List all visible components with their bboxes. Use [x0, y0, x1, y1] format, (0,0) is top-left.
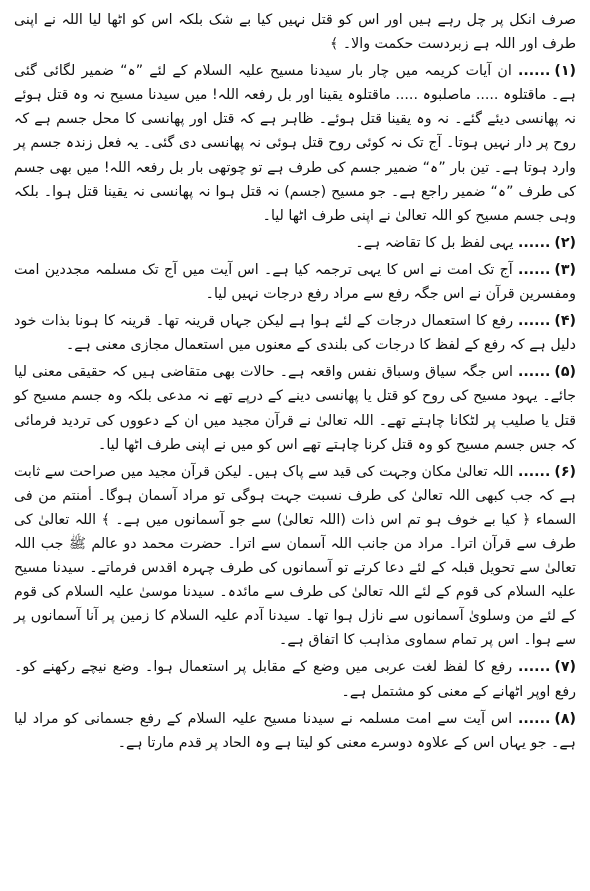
numbered-paragraph-4 [14, 309, 576, 357]
paragraph-text: آج تک امت نے اس کا یہی ترجمہ کیا ہے۔ اس آیت میں آج تک مسلمہ مجددین امت ومفسرین قرآن نے اس جگہ رفع سے مراد رفع درجات نہیں لیا۔ [14, 261, 576, 303]
paragraph-number: (۲) [554, 234, 576, 251]
paragraph-number: (۱) [554, 63, 576, 80]
paragraph-text: اس جگہ سیاق وسباق نفس واقعہ ہے۔ حالات بھی متقاضی ہیں کہ حقیقی معنی لیا جائے۔ یہود مسیح کی روح کو قتل یا پھانسی دینے کے درپے تھے نہ مدعی بلکہ وہ جسم مسیح کو قتل یا صلیب پر لٹکانا چاہتے تھے۔ اللہ تعالیٰ نے قرآن مجید میں ان کے دعووں کی تردید فرمائی کہ جس جسم مسیح کو وہ قتل کرنا چاہتے تھے اس کو میں نے اپنی طرف اٹھا لیا۔ [14, 364, 576, 453]
paragraph-leader: ...... [518, 234, 551, 251]
paragraph-number: (۷) [554, 659, 576, 676]
numbered-paragraph-5 [14, 360, 576, 456]
numbered-paragraph-6 [14, 460, 576, 653]
urdu-page [14, 8, 576, 884]
paragraph-number: (۸) [554, 710, 576, 727]
paragraph-text: رفع کا لفظ لغت عربی میں وضع کے مقابل پر استعمال ہوا۔ وضع نیچے رکھنے کو۔ رفع اوپر اٹھانے کے معنی کو مشتمل ہے۔ [14, 659, 576, 700]
paragraph-leader: ...... [518, 659, 551, 676]
paragraph-leader: ...... [518, 63, 551, 80]
intro-text: صرف انکل پر چل رہے ہیں اور اس کو قتل نہیں کیا بے شک بلکہ اس کو اٹھا لیا اللہ نے اپنی طرف اور اللہ ہے زبردست حکمت والا۔ ﴾ [14, 12, 576, 53]
paragraph-leader: ...... [518, 463, 551, 480]
paragraph-leader: ...... [518, 364, 551, 381]
paragraph-leader: ...... [518, 313, 551, 330]
paragraph-text: ان آیات کریمہ میں چار بار سیدنا مسیح علیہ السلام کے لئے ”ہ“ ضمیر لگائی گئی ہے۔ ماقتلوہ ..... ماصلبوہ ..... ماقتلوہ یقینا اور بل رفعہ اللہ! میں سیدنا مسیح نہ وہ قتل ہوئے نہ پھانسی دیئے گئے۔ نہ وہ یقینا قتل ہوئے۔ ظاہر ہے کہ قتل اور پھانسی کا محل جسم ہے کہ روح پر دار نہیں ہوتا۔ آج تک نہ کوئی روح قتل ہوئی نہ پھانسی دی گئی۔ یہ فعل زندہ جسم پر وارد ہوتا ہے۔ تین بار ”ہ“ ضمیر جسم کی طرف ہے تو چوتھی بار بل رفعہ اللہ! میں بھی جسم کی طرف ”ہ“ ضمیر راجع ہے۔ جو مسیح (جسم) نہ قتل ہوا نہ پھانسی نہ یقینا قتل ہوا۔ بلکہ وہی جسم مسیح کو اللہ تعالیٰ نے اپنی طرف اٹھا لیا۔ [14, 63, 576, 224]
paragraph-number: (۶) [554, 463, 576, 480]
numbered-paragraph-7 [14, 655, 576, 703]
numbered-paragraph-2 [14, 231, 576, 255]
paragraph-leader: ...... [518, 710, 551, 727]
paragraph-number: (۴) [554, 313, 576, 330]
paragraph-text: اللہ تعالیٰ مکان وجہت کی قید سے پاک ہیں۔ لیکن قرآن مجید میں صراحت سے ثابت ہے کہ جب کبھی اللہ تعالیٰ کی طرف نسبت جہت ہوگی تو مراد آسمان ہوگا۔ أمنتم من فی السماء ﴿ کیا بے خوف ہو تم اس ذات (اللہ تعالیٰ) سے جو آسمانوں میں ہے۔ ﴾ اللہ تعالیٰ کی طرف سے قرآن اترا۔ مراد من جانب اللہ آسمان سے اترا۔ حضرت محمد دو عالم ﷺ جب اللہ تعالیٰ سے تحویل قبلہ کے لئے دعا کرتے تو آسمانوں کی طرف چہرہ اقدس فرماتے۔ سیدنا مسیح علیہ السلام کی قوم کے لئے اللہ تعالیٰ کی طرف سے مائدہ۔ سیدنا موسیٰ علیہ السلام کی قوم کے لئے من وسلویٰ آسمانوں سے نازل ہوا تھا۔ سیدنا آدم علیہ السلام کا زمین پر آنا آسمانوں پر سے ہوا۔ اس پر تمام سماوی مذاہب کا اتفاق ہے۔ [14, 463, 576, 649]
paragraph-number: (۳) [554, 261, 576, 278]
paragraph-text: یہی لفظ بل کا تقاضہ ہے۔ [355, 234, 514, 251]
paragraph-number: (۵) [554, 364, 576, 381]
numbered-paragraph-1 [14, 59, 576, 228]
paragraph-text: رفع کا استعمال درجات کے لئے ہوا ہے لیکن جہاں قرینہ تھا۔ قرینہ کا ہونا بذات خود دلیل ہے کہ رفع کے لفظ کا درجات کی بلندی کے معنوں میں استعمال مجازی معنی ہے۔ [14, 313, 576, 354]
paragraph-leader: ...... [518, 261, 551, 278]
numbered-paragraph-3 [14, 258, 576, 306]
paragraph-text: اس آیت سے امت مسلمہ نے سیدنا مسیح علیہ السلام کے رفع جسمانی کو مراد لیا ہے۔ جو یہاں اس کے علاوہ دوسرے معنی کو لیتا ہے وہ الحاد پر قدم مارتا ہے۔ [14, 710, 576, 751]
intro-paragraph [14, 8, 576, 56]
numbered-paragraph-8 [14, 707, 576, 755]
